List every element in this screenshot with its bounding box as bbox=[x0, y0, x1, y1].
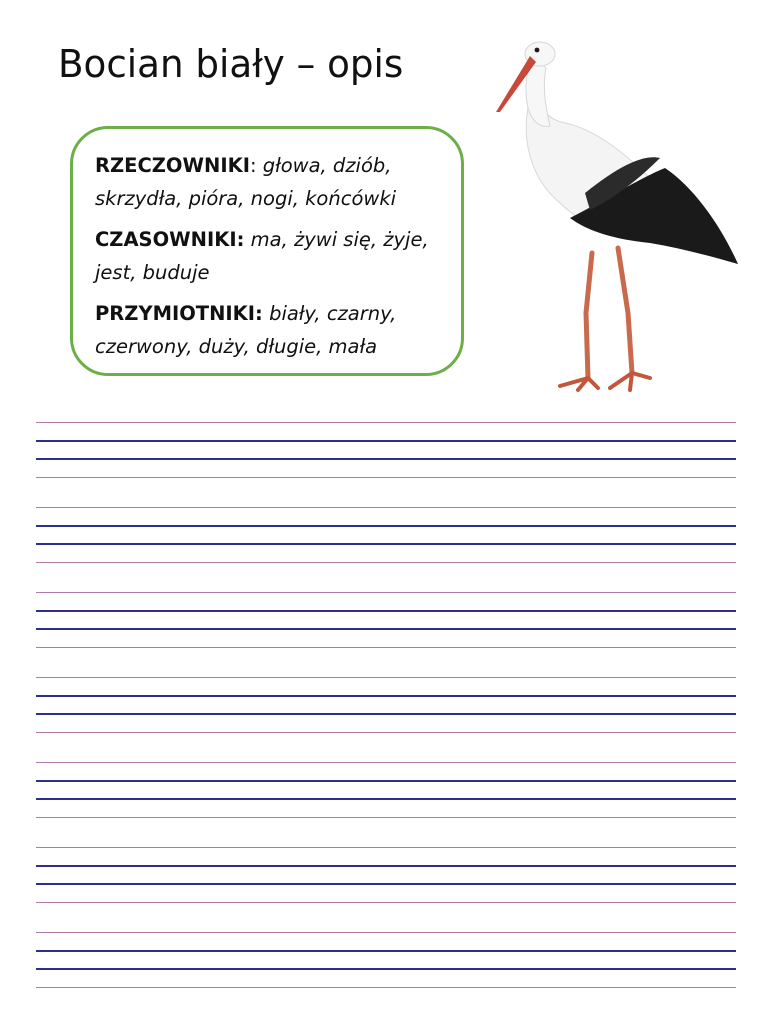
writing-lines bbox=[36, 420, 736, 1000]
line-mid-upper bbox=[36, 950, 736, 952]
line-mid-lower bbox=[36, 713, 736, 715]
writing-line-group bbox=[36, 590, 736, 650]
line-bottom bbox=[36, 647, 736, 648]
line-mid-lower bbox=[36, 458, 736, 460]
page-title: Bocian biały – opis bbox=[58, 42, 404, 86]
line-bottom bbox=[36, 477, 736, 478]
word-group-category: PRZYMIOTNIKI: bbox=[95, 302, 263, 325]
stork-illustration bbox=[490, 28, 750, 398]
line-top bbox=[36, 932, 736, 933]
word-group-separator: : bbox=[249, 154, 263, 177]
line-bottom bbox=[36, 902, 736, 903]
writing-line-group bbox=[36, 420, 736, 480]
word-group-category: RZECZOWNIKI bbox=[95, 154, 250, 177]
writing-line-group bbox=[36, 930, 736, 990]
word-group-words: ma, żywi się, żyje, jest, buduje bbox=[95, 228, 429, 284]
line-mid-lower bbox=[36, 883, 736, 885]
stork-legs bbox=[560, 248, 650, 390]
line-top bbox=[36, 592, 736, 593]
line-bottom bbox=[36, 987, 736, 988]
line-mid-upper bbox=[36, 865, 736, 867]
word-group-nouns bbox=[95, 149, 447, 215]
word-group-adjectives bbox=[95, 297, 447, 363]
writing-line-group bbox=[36, 505, 736, 565]
line-top bbox=[36, 762, 736, 763]
word-group-verbs bbox=[95, 223, 447, 289]
line-mid-upper bbox=[36, 695, 736, 697]
line-mid-upper bbox=[36, 610, 736, 612]
line-mid-lower bbox=[36, 628, 736, 630]
line-bottom bbox=[36, 732, 736, 733]
line-bottom bbox=[36, 562, 736, 563]
word-bank-box bbox=[70, 126, 464, 376]
line-mid-lower bbox=[36, 543, 736, 545]
line-mid-upper bbox=[36, 525, 736, 527]
line-top bbox=[36, 847, 736, 848]
line-mid-lower bbox=[36, 798, 736, 800]
stork-head bbox=[496, 42, 555, 126]
word-group-category: CZASOWNIKI: bbox=[95, 228, 245, 251]
line-top bbox=[36, 677, 736, 678]
line-mid-upper bbox=[36, 440, 736, 442]
line-top bbox=[36, 507, 736, 508]
writing-line-group bbox=[36, 675, 736, 735]
line-bottom bbox=[36, 817, 736, 818]
stork-body bbox=[526, 93, 738, 264]
line-mid-upper bbox=[36, 780, 736, 782]
word-group-words: głowa, dziób, skrzydła, pióra, nogi, końcówki bbox=[95, 154, 397, 210]
writing-line-group bbox=[36, 760, 736, 820]
writing-line-group bbox=[36, 845, 736, 905]
line-top bbox=[36, 422, 736, 423]
line-mid-lower bbox=[36, 968, 736, 970]
word-group-words: biały, czarny, czerwony, duży, długie, mała bbox=[95, 302, 397, 358]
